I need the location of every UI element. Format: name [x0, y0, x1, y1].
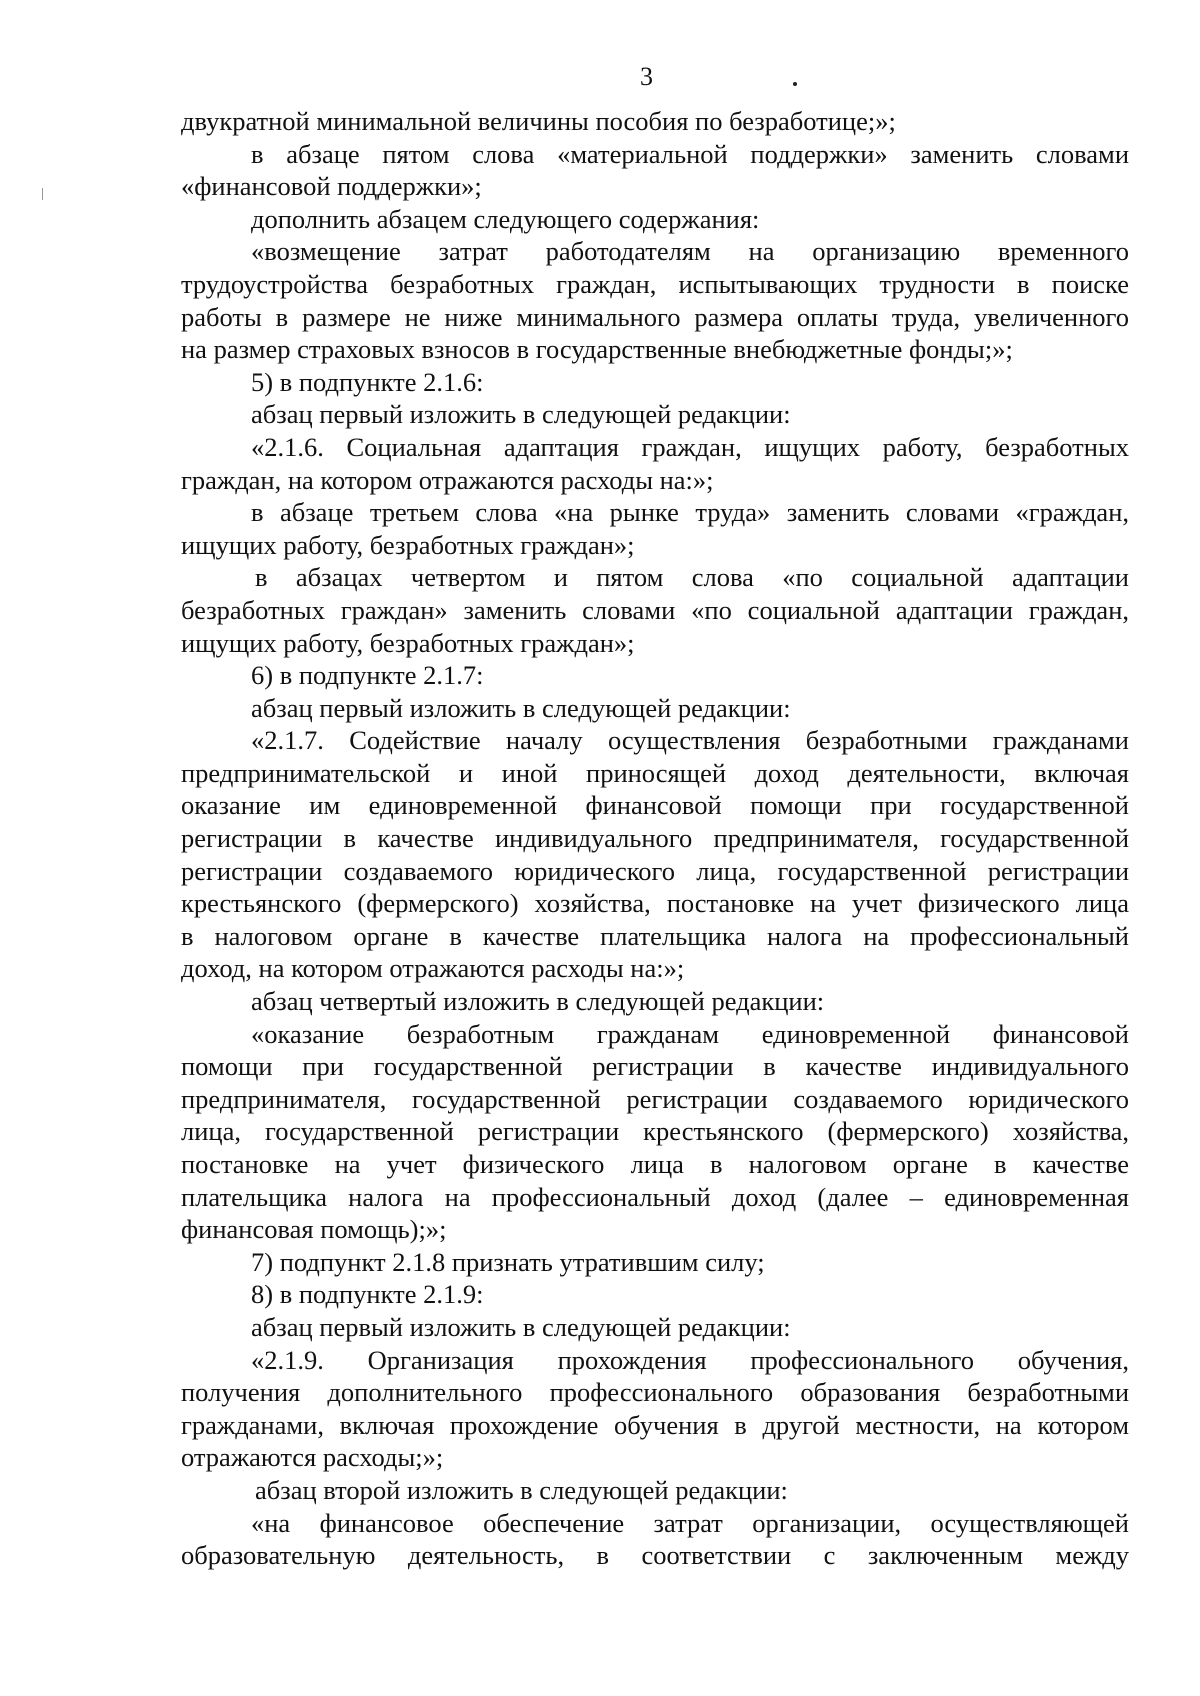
text-line: абзац четвертый изложить в следующей редакции:: [251, 986, 825, 1017]
text-line: абзац второй изложить в следующей редакции:: [255, 1474, 788, 1505]
text-line: «на финансовое обеспечение затрат организации, осуществляющей: [251, 1507, 1129, 1538]
text-line: «возмещение затрат работодателям на организацию временного: [251, 236, 1129, 267]
text-line: крестьянского (фермерского) хозяйства, постановке на учет физического лица: [181, 888, 1129, 919]
text-line: в налоговом органе в качестве плательщика налога на профессиональный: [181, 920, 1129, 951]
text-line: 6) в подпункте 2.1.7:: [251, 660, 484, 691]
text-line: в абзаце пятом слова «материальной поддержки» заменить словами: [251, 138, 1129, 169]
text-line: регистрации в качестве индивидуального предпринимателя, государственной: [181, 823, 1129, 854]
text-line: регистрации создаваемого юридического лица, государственной регистрации: [181, 855, 1129, 886]
text-line: постановке на учет физического лица в налоговом органе в качестве: [181, 1149, 1129, 1179]
text-line: образовательную деятельность, в соответствии с заключенным между: [181, 1540, 1129, 1571]
text-line: абзац первый изложить в следующей редакции:: [251, 692, 791, 723]
text-line: доход, на котором отражаются расходы на:»;: [181, 953, 685, 984]
text-line: безработных граждан» заменить словами «по социальной адаптации граждан,: [181, 594, 1129, 625]
text-line: «2.1.7. Содействие началу осуществления безработными гражданами: [251, 725, 1129, 756]
text-line: 8) в подпункте 2.1.9:: [251, 1279, 484, 1310]
text-line: лица, государственной регистрации крестьянского (фермерского) хозяйства,: [181, 1116, 1129, 1147]
text-line: предпринимательской и иной приносящей доход деятельности, включая: [181, 757, 1129, 788]
page-number: 3: [640, 62, 653, 91]
text-line: работы в размере не ниже минимального размера оплаты труда, увеличенного: [181, 301, 1129, 332]
text-line: граждан, на котором отражаются расходы на:»;: [181, 464, 714, 495]
text-line: «2.1.6. Социальная адаптация граждан, ищущих работу, безработных: [251, 431, 1129, 462]
text-line: на размер страховых взносов в государственные внебюджетные фонды;»;: [181, 334, 1013, 365]
text-line: ищущих работу, безработных граждан»;: [181, 529, 635, 560]
text-line: абзац первый изложить в следующей редакции:: [251, 399, 791, 430]
text-line: получения дополнительного профессионального образования безработными: [181, 1377, 1129, 1408]
scan-mark: [42, 188, 43, 200]
text-line: оказание им единовременной финансовой помощи при государственной: [181, 790, 1129, 821]
text-line: трудоустройства безработных граждан, испытывающих трудности в поиске: [181, 268, 1129, 299]
scan-dot: [793, 82, 797, 86]
text-line: предпринимателя, государственной регистрации создаваемого юридического: [181, 1083, 1129, 1114]
text-line: «2.1.9. Организация прохождения профессионального обучения,: [251, 1344, 1129, 1375]
text-line: финансовая помощь);»;: [181, 1214, 447, 1245]
text-line: в абзаце третьем слова «на рынке труда» заменить словами «граждан,: [251, 497, 1129, 528]
text-line: абзац первый изложить в следующей редакции:: [251, 1311, 791, 1342]
text-line: ищущих работу, безработных граждан»;: [181, 627, 635, 658]
text-line: 7) подпункт 2.1.8 признать утратившим силу;: [251, 1246, 765, 1277]
text-line: «оказание безработным гражданам единовременной финансовой: [251, 1018, 1129, 1049]
text-line: помощи при государственной регистрации в качестве индивидуального: [181, 1051, 1129, 1082]
text-line: отражаются расходы;»;: [181, 1442, 444, 1473]
text-line: двукратной минимальной величины пособия по безработице;»;: [181, 106, 896, 136]
text-line: 5) в подпункте 2.1.6:: [251, 366, 484, 397]
document-body: [181, 105, 1129, 1572]
text-line: «финансовой поддержки»;: [181, 171, 482, 202]
text-line: гражданами, включая прохождение обучения в другой местности, на котором: [181, 1409, 1129, 1440]
text-line: в абзацах четвертом и пятом слова «по социальной адаптации: [255, 562, 1129, 593]
text-line: дополнить абзацем следующего содержания:: [251, 203, 760, 234]
text-line: плательщика налога на профессиональный доход (далее – единовременная: [181, 1181, 1129, 1212]
